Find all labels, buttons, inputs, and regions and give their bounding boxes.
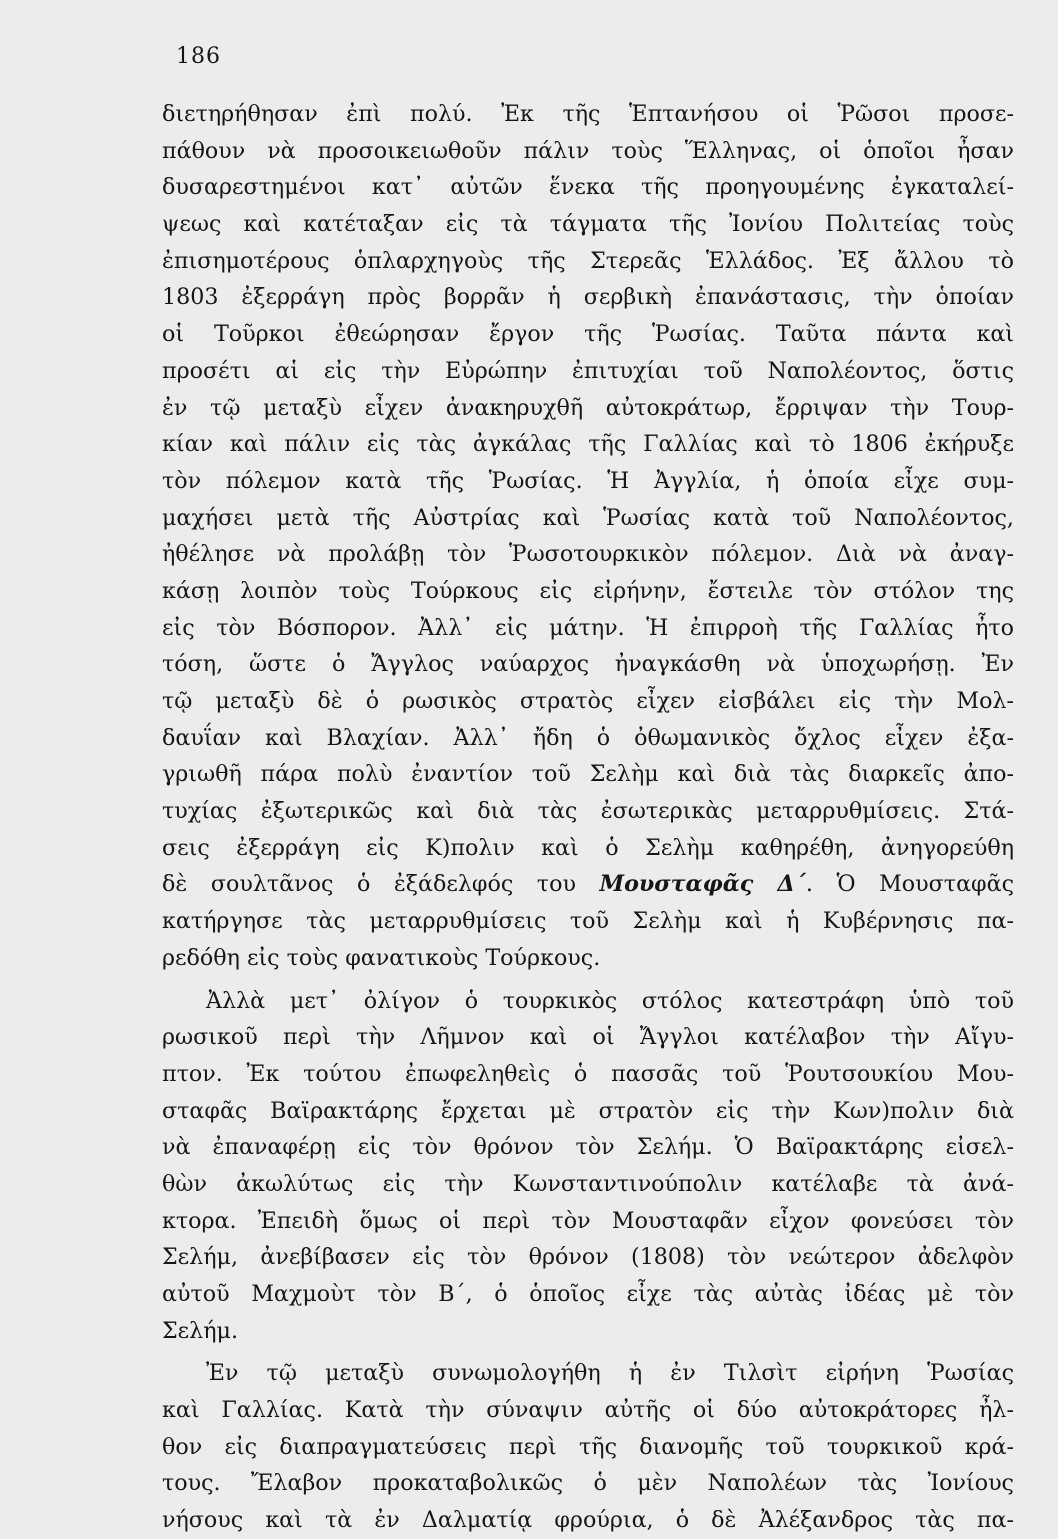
text-line: κατήργησε τὰς μεταρρυθμίσεις τοῦ Σελὴμ καὶ ἡ Κυβέρνησις πα- <box>162 908 1014 935</box>
text-line: τὸν πόλεμον κατὰ τῆς Ῥωσίας. Ἡ Ἀγγλία, ἡ ὁποία εἶχε συμ- <box>162 467 1014 494</box>
text-line: γριωθῆ πάρα πολὺ ἐναντίον τοῦ Σελὴμ καὶ διὰ τὰς διαρκεῖς ἀπο- <box>162 761 1014 788</box>
text-line-with-emphasis <box>162 866 1014 903</box>
text-segment: . Ὁ Μουσταφᾶς <box>805 871 1014 898</box>
text-line: 1803 ἐξερράγη πρὸς βορρᾶν ἡ σερβικὴ ἐπανάστασις, τὴν ὁποίαν <box>162 284 1014 311</box>
text-line: μαχήσει μετὰ τῆς Αὐστρίας καὶ Ῥωσίας κατὰ τοῦ Ναπολέοντος, <box>162 504 1014 531</box>
text-line: νὰ ἐπαναφέρῃ εἰς τὸν θρόνον τὸν Σελήμ. Ὁ Βαϊρακτάρης εἰσελ- <box>162 1134 1014 1161</box>
text-line: τους. Ἔλαβον προκαταβολικῶς ὁ μὲν Ναπολέων τὰς Ἰονίους <box>162 1470 1014 1497</box>
body-text <box>162 96 1014 1539</box>
text-line: ἐν τῷ μεταξὺ εἶχεν ἀνακηρυχθῆ αὐτοκράτωρ, ἔρριψαν τὴν Τουρ- <box>162 394 1014 421</box>
text-line: προσέτι αἱ εἰς τὴν Εὐρώπην ἐπιτυχίαι τοῦ Ναπολέοντος, ὅστις <box>162 357 1014 384</box>
text-line: πτον. Ἐκ τούτου ἐπωφεληθεὶς ὁ πασσᾶς τοῦ Ῥουτσουκίου Μου- <box>162 1060 1014 1087</box>
text-line: τυχίας ἐξωτερικῶς καὶ διὰ τὰς ἐσωτερικὰς μεταρρυθμίσεις. Στά- <box>162 798 1014 825</box>
page-number: 186 <box>176 44 221 69</box>
text-line: νήσους καὶ τὰ ἐν Δαλματίᾳ φρούρια, ὁ δὲ Ἀλέξανδρος τὰς πα- <box>162 1507 1014 1534</box>
text-line: ρεδόθη εἰς τοὺς φανατικοὺς Τούρκους. <box>162 944 601 971</box>
text-line: θὼν ἀκωλύτως εἰς τὴν Κωνσταντινούπολιν κατέλαβε τὰ ἀνά- <box>162 1170 1014 1197</box>
text-line: Σελήμ, ἀνεβίβασεν εἰς τὸν θρόνον (1808) τὸν νεώτερον ἀδελφὸν <box>162 1244 1014 1271</box>
text-line: αὐτοῦ Μαχμοὺτ τὸν Β΄, ὁ ὁποῖος εἶχε τὰς αὐτὰς ἰδέας μὲ τὸν <box>162 1281 1014 1307</box>
text-line: τόση, ὥστε ὁ Ἄγγλος ναύαρχος ἠναγκάσθη νὰ ὑποχωρήσῃ. Ἐν <box>162 651 1014 678</box>
text-line: Ἐν τῷ μεταξὺ συνωμολογήθη ἡ ἐν Τιλσὶτ εἰρήνη Ῥωσίας <box>206 1360 1014 1387</box>
text-line: οἱ Τοῦρκοι ἐθεώρησαν ἔργον τῆς Ῥωσίας. Ταῦτα πάντα καὶ <box>162 321 1014 348</box>
text-line: ἐπισημοτέρους ὁπλαρχηγοὺς τῆς Στερεᾶς Ἑλλάδος. Ἐξ ἄλλου τὸ <box>162 247 1014 274</box>
text-line: δυσαρεστημένοι κατ᾽ αὐτῶν ἕνεκα τῆς προηγουμένης ἐγκαταλεί- <box>162 174 1014 201</box>
text-line: σεις ἐξερράγη εἰς Κ)πολιν καὶ ὁ Σελὴμ καθηρέθη, ἀνηγορεύθη <box>162 834 1014 861</box>
text-line: καὶ Γαλλίας. Κατὰ τὴν σύναψιν αὐτῆς οἱ δύο αὐτοκράτορες ἦλ- <box>162 1397 1014 1424</box>
text-line: ψεως καὶ κατέταξαν εἰς τὰ τάγματα τῆς Ἰονίου Πολιτείας τοὺς <box>162 211 1014 238</box>
text-line: Σελήμ. <box>162 1317 239 1344</box>
text-line: διετηρήθησαν ἐπὶ πολύ. Ἐκ τῆς Ἑπτανήσου οἱ Ῥῶσοι προσε- <box>162 101 1014 127</box>
emphasized-name: Μουσταφᾶς Δ΄ <box>599 871 806 898</box>
text-line: κάσῃ λοιπὸν τοὺς Τούρκους εἰς εἰρήνην, ἔστειλε τὸν στόλον της <box>162 577 1014 604</box>
text-line: σταφᾶς Βαϊρακτάρης ἔρχεται μὲ στρατὸν εἰς τὴν Κων)πολιν διὰ <box>162 1097 1014 1124</box>
text-line: κίαν καὶ πάλιν εἰς τὰς ἀγκάλας τῆς Γαλλίας καὶ τὸ 1806 ἐκήρυξε <box>162 431 1014 458</box>
text-line: τῷ μεταξὺ δὲ ὁ ρωσικὸς στρατὸς εἶχεν εἰσβάλει εἰς τὴν Μολ- <box>162 688 1014 714</box>
text-line: δαυΐαν καὶ Βλαχίαν. Ἀλλ᾽ ἤδη ὁ ὀθωμανικὸς ὄχλος εἶχεν ἐξα- <box>162 724 1014 751</box>
text-line: πάθουν νὰ προσοικειωθοῦν πάλιν τοὺς Ἕλληνας, οἱ ὁποῖοι ἦσαν <box>162 137 1014 164</box>
text-line: ἠθέλησε νὰ προλάβῃ τὸν Ῥωσοτουρκικὸν πόλεμον. Διὰ νὰ ἀναγ- <box>162 541 1014 568</box>
text-line: Ἀλλὰ μετ᾽ ὀλίγον ὁ τουρκικὸς στόλος κατεστράφη ὑπὸ τοῦ <box>206 987 1014 1014</box>
text-line: ρωσικοῦ περὶ τὴν Λῆμνον καὶ οἱ Ἄγγλοι κατέλαβον τὴν Αἴγυ- <box>162 1024 1014 1051</box>
text-line: κτορα. Ἐπειδὴ ὅμως οἱ περὶ τὸν Μουσταφᾶν εἶχον φονεύσει τὸν <box>162 1207 1014 1234</box>
text-line: θον εἰς διαπραγματεύσεις περὶ τῆς διανομῆς τοῦ τουρκικοῦ κρά- <box>162 1433 1014 1460</box>
text-line: εἰς τὸν Βόσπορον. Ἀλλ᾽ εἰς μάτην. Ἡ ἐπιρροὴ τῆς Γαλλίας ἦτο <box>162 614 1014 641</box>
text-segment: δὲ σουλτᾶνος ὁ ἐξάδελφός του <box>162 871 576 898</box>
